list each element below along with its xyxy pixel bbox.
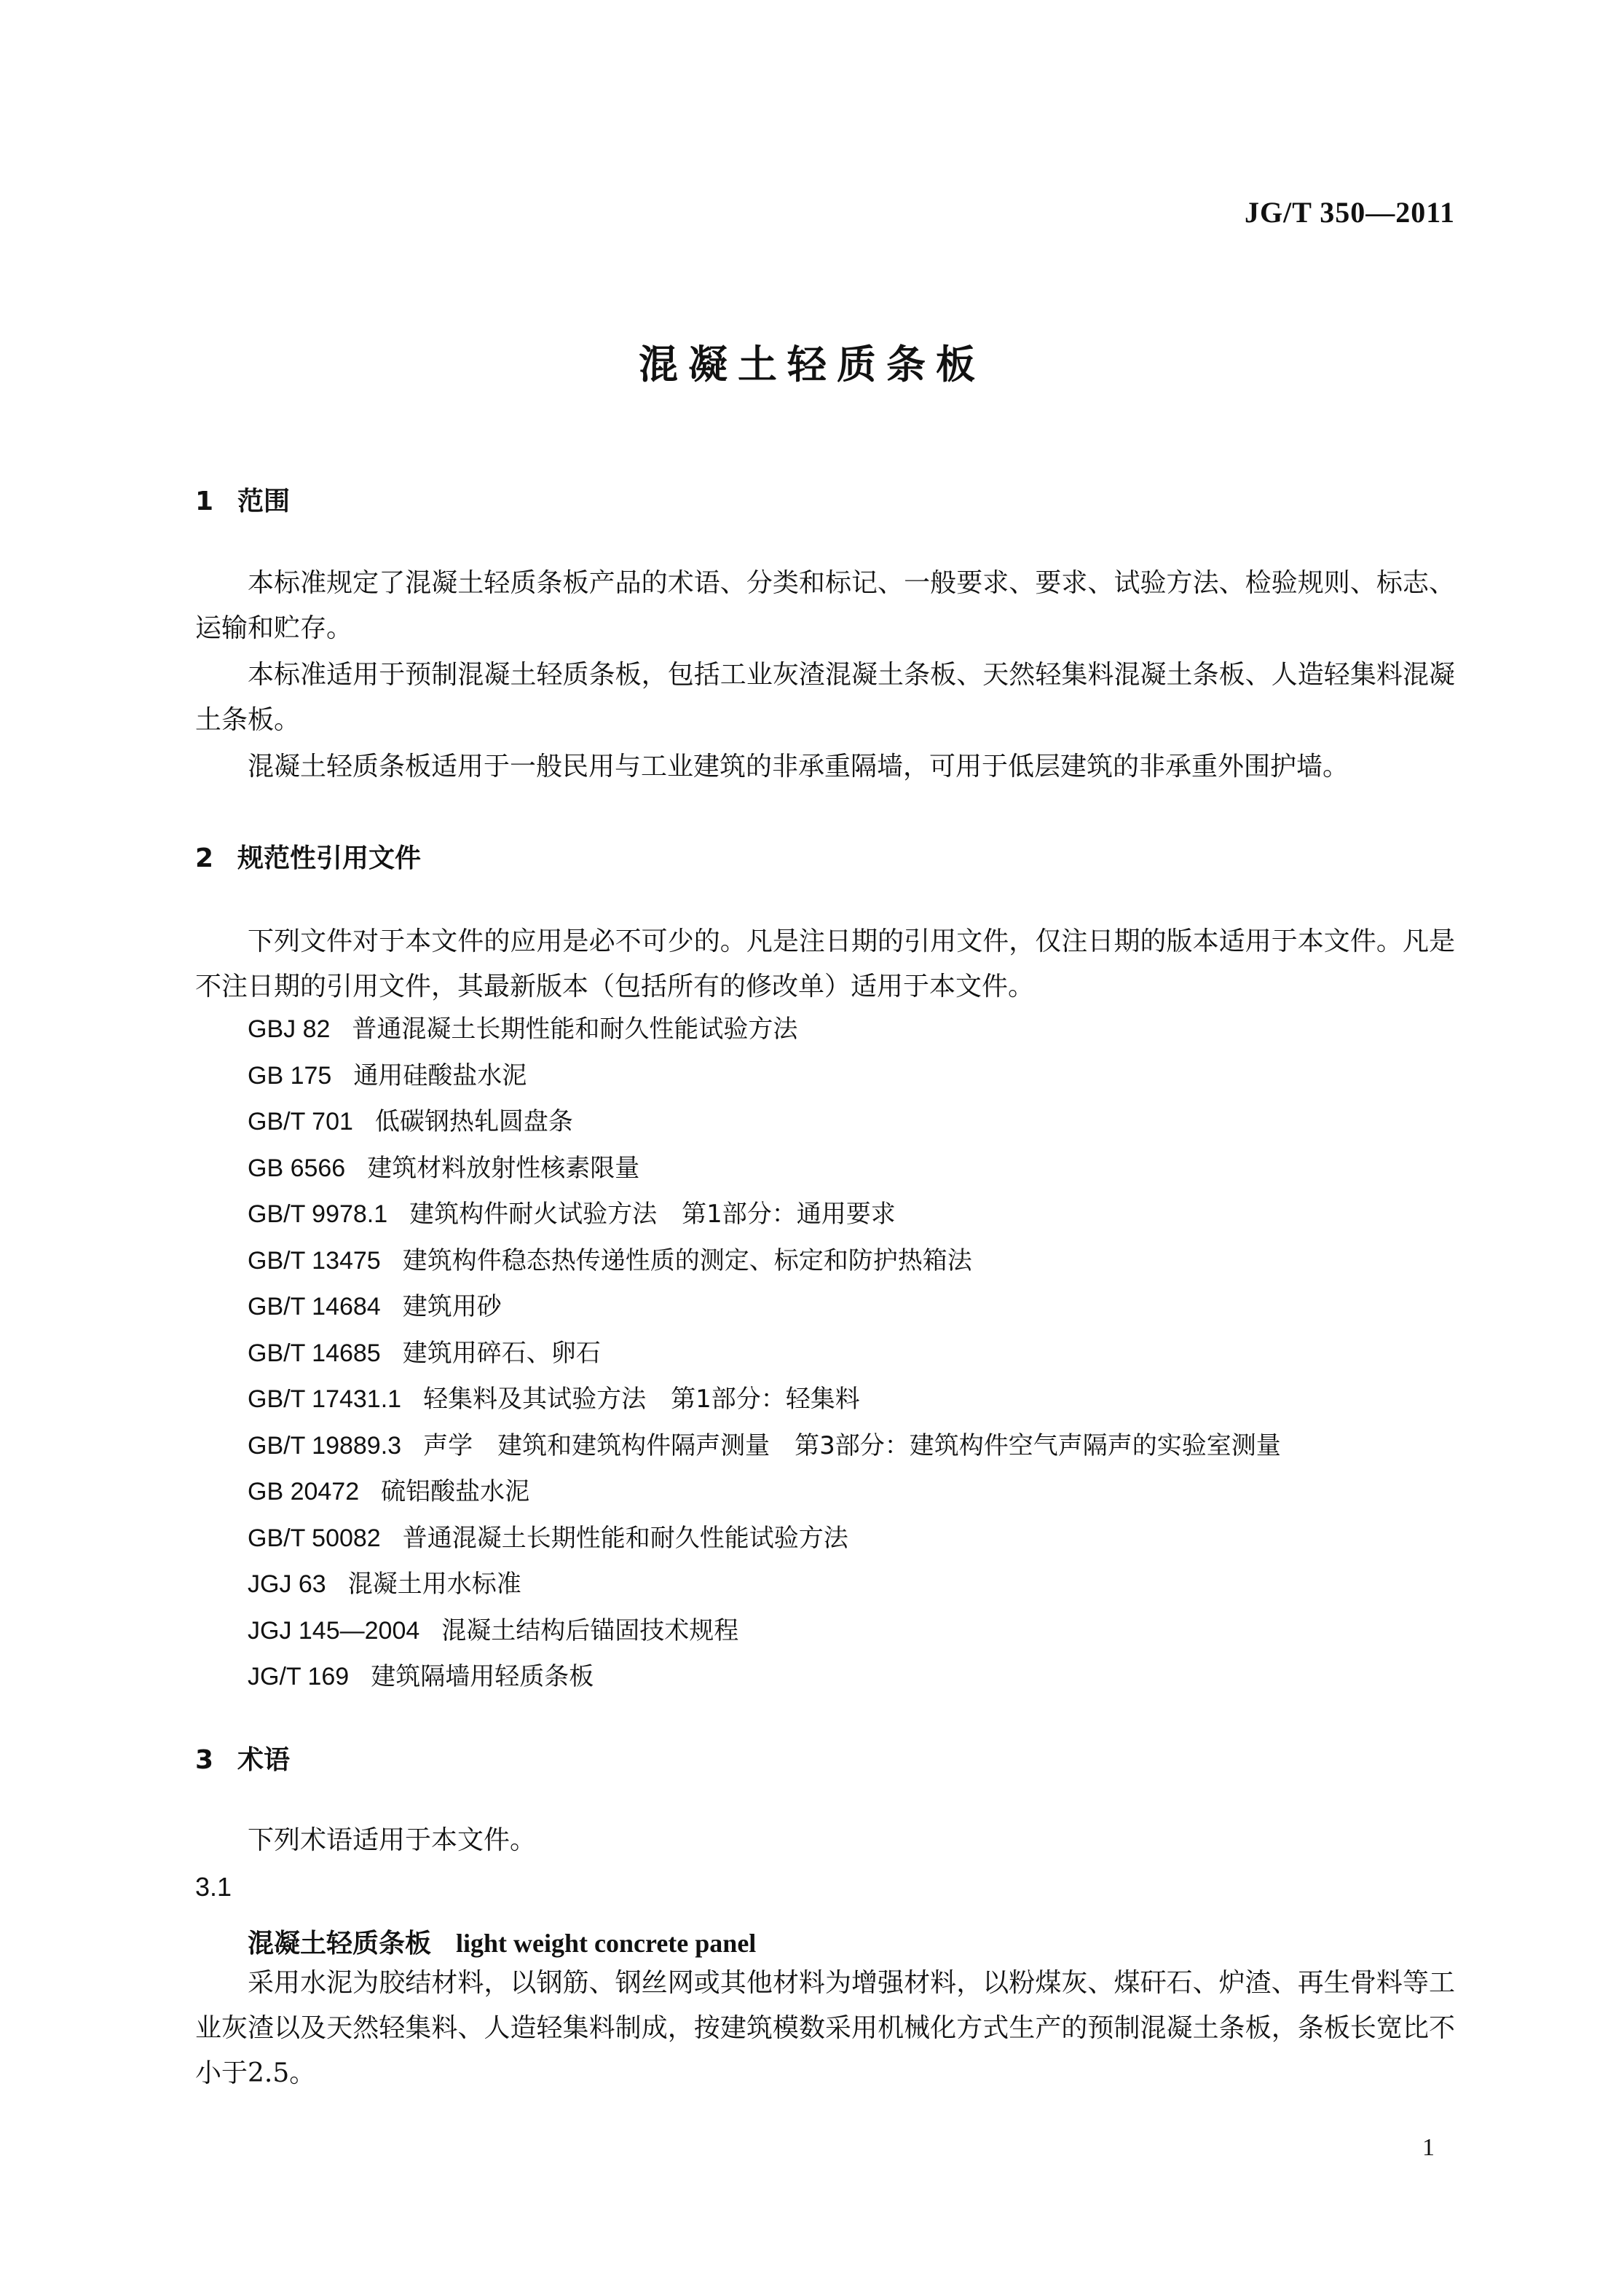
reference-title: 混凝土结构后锚固技术规程	[441, 1615, 739, 1645]
reference-item	[248, 1284, 1281, 1331]
term-chinese: 混凝土轻质条板	[248, 1929, 432, 1959]
reference-code: GB/T 14684	[248, 1293, 381, 1321]
scope-paragraph-3: 混凝土轻质条板适用于一般民用与工业建筑的非承重隔墙，可用于低层建筑的非承重外围护墙。	[248, 752, 1349, 782]
reference-code: GB 6566	[248, 1154, 346, 1182]
reference-title: 声学 建筑和建筑构件隔声测量 第3部分：建筑构件空气声隔声的实验室测量	[423, 1430, 1281, 1460]
section-1-number: 1	[195, 487, 214, 516]
section-3-title: 术语	[237, 1745, 291, 1775]
references-intro: 下列文件对于本文件的应用是必不可少的。凡是注日期的引用文件，仅注日期的版本适用于本文件。凡是不注日期的引用文件，其最新版本（包括所有的修改单）适用于本文件。	[195, 926, 1455, 1001]
reference-code: GB/T 9978.1	[248, 1200, 388, 1228]
normative-references-list	[248, 1007, 1281, 1701]
section-2-number: 2	[195, 843, 214, 873]
reference-title: 建筑用砂	[402, 1292, 502, 1321]
reference-item	[248, 1099, 1281, 1146]
reference-item	[248, 1654, 1281, 1701]
document-title: 混凝土轻质条板	[639, 342, 985, 387]
reference-code: GB 175	[248, 1061, 332, 1090]
reference-item	[248, 1331, 1281, 1377]
reference-item	[248, 1192, 1281, 1238]
reference-item	[248, 1516, 1281, 1562]
section-1-title: 范围	[237, 487, 291, 516]
reference-code: JGJ 63	[248, 1570, 326, 1598]
section-2-title: 规范性引用文件	[237, 843, 422, 873]
reference-title: 硫铝酸盐水泥	[381, 1477, 530, 1506]
reference-code: GB 20472	[248, 1478, 360, 1506]
section-1-heading	[195, 481, 290, 518]
reference-code: GB/T 19889.3	[248, 1431, 402, 1460]
reference-item	[248, 1469, 1281, 1516]
reference-code: GB/T 13475	[248, 1246, 381, 1275]
reference-item	[248, 1146, 1281, 1192]
reference-code: JGJ 145—2004	[248, 1616, 420, 1645]
page-number: 1	[1422, 2134, 1435, 2161]
reference-title: 建筑材料放射性核素限量	[367, 1153, 640, 1183]
reference-title: 建筑隔墙用轻质条板	[371, 1662, 594, 1691]
section-3-number: 3	[195, 1745, 214, 1775]
reference-title: 通用硅酸盐水泥	[353, 1060, 527, 1090]
reference-code: GB/T 14685	[248, 1339, 381, 1367]
term-entry	[248, 1923, 756, 1960]
reference-title: 建筑用碎石、卵石	[402, 1338, 601, 1368]
reference-title: 建筑构件耐火试验方法 第1部分：通用要求	[409, 1200, 896, 1229]
reference-code: JG/T 169	[248, 1663, 350, 1691]
reference-item	[248, 1053, 1281, 1100]
reference-code: GB/T 701	[248, 1108, 353, 1136]
scope-paragraph-2: 本标准适用于预制混凝土轻质条板，包括工业灰渣混凝土条板、天然轻集料混凝土条板、人造轻集料混凝土条板。	[195, 660, 1455, 735]
reference-item	[248, 1007, 1281, 1053]
reference-title: 普通混凝土长期性能和耐久性能试验方法	[352, 1015, 798, 1044]
reference-title: 建筑构件稳态热传递性质的测定、标定和防护热箱法	[402, 1245, 972, 1275]
section-2-heading	[195, 838, 421, 875]
standard-code: JG/T 350—2011	[1245, 196, 1455, 229]
reference-code: GB/T 50082	[248, 1524, 381, 1552]
reference-item	[248, 1377, 1281, 1423]
clause-number: 3.1	[195, 1872, 232, 1902]
term-definition: 采用水泥为胶结材料，以钢筋、钢丝网或其他材料为增强材料，以粉煤灰、煤矸石、炉渣、再生骨料等工业灰渣以及天然轻集料、人造轻集料制成，按建筑模数采用机械化方式生产的预制混凝土条板，条板长宽比不小于2.5。	[195, 1968, 1455, 2088]
reference-title: 低碳钢热轧圆盘条	[374, 1107, 573, 1136]
reference-item	[248, 1608, 1281, 1655]
reference-code: GB/T 17431.1	[248, 1385, 402, 1413]
reference-title: 普通混凝土长期性能和耐久性能试验方法	[402, 1523, 848, 1553]
reference-code: GBJ 82	[248, 1015, 331, 1043]
reference-item	[248, 1423, 1281, 1470]
reference-item	[248, 1238, 1281, 1285]
terms-intro: 下列术语适用于本文件。	[248, 1825, 537, 1855]
scope-paragraph-1: 本标准规定了混凝土轻质条板产品的术语、分类和标记、一般要求、要求、试验方法、检验规则、标志、运输和贮存。	[195, 568, 1455, 643]
term-english: light weight concrete panel	[456, 1929, 757, 1958]
reference-title: 混凝土用水标准	[347, 1570, 521, 1599]
reference-title: 轻集料及其试验方法 第1部分：轻集料	[423, 1385, 860, 1414]
section-3-heading	[195, 1739, 290, 1776]
reference-item	[248, 1562, 1281, 1608]
